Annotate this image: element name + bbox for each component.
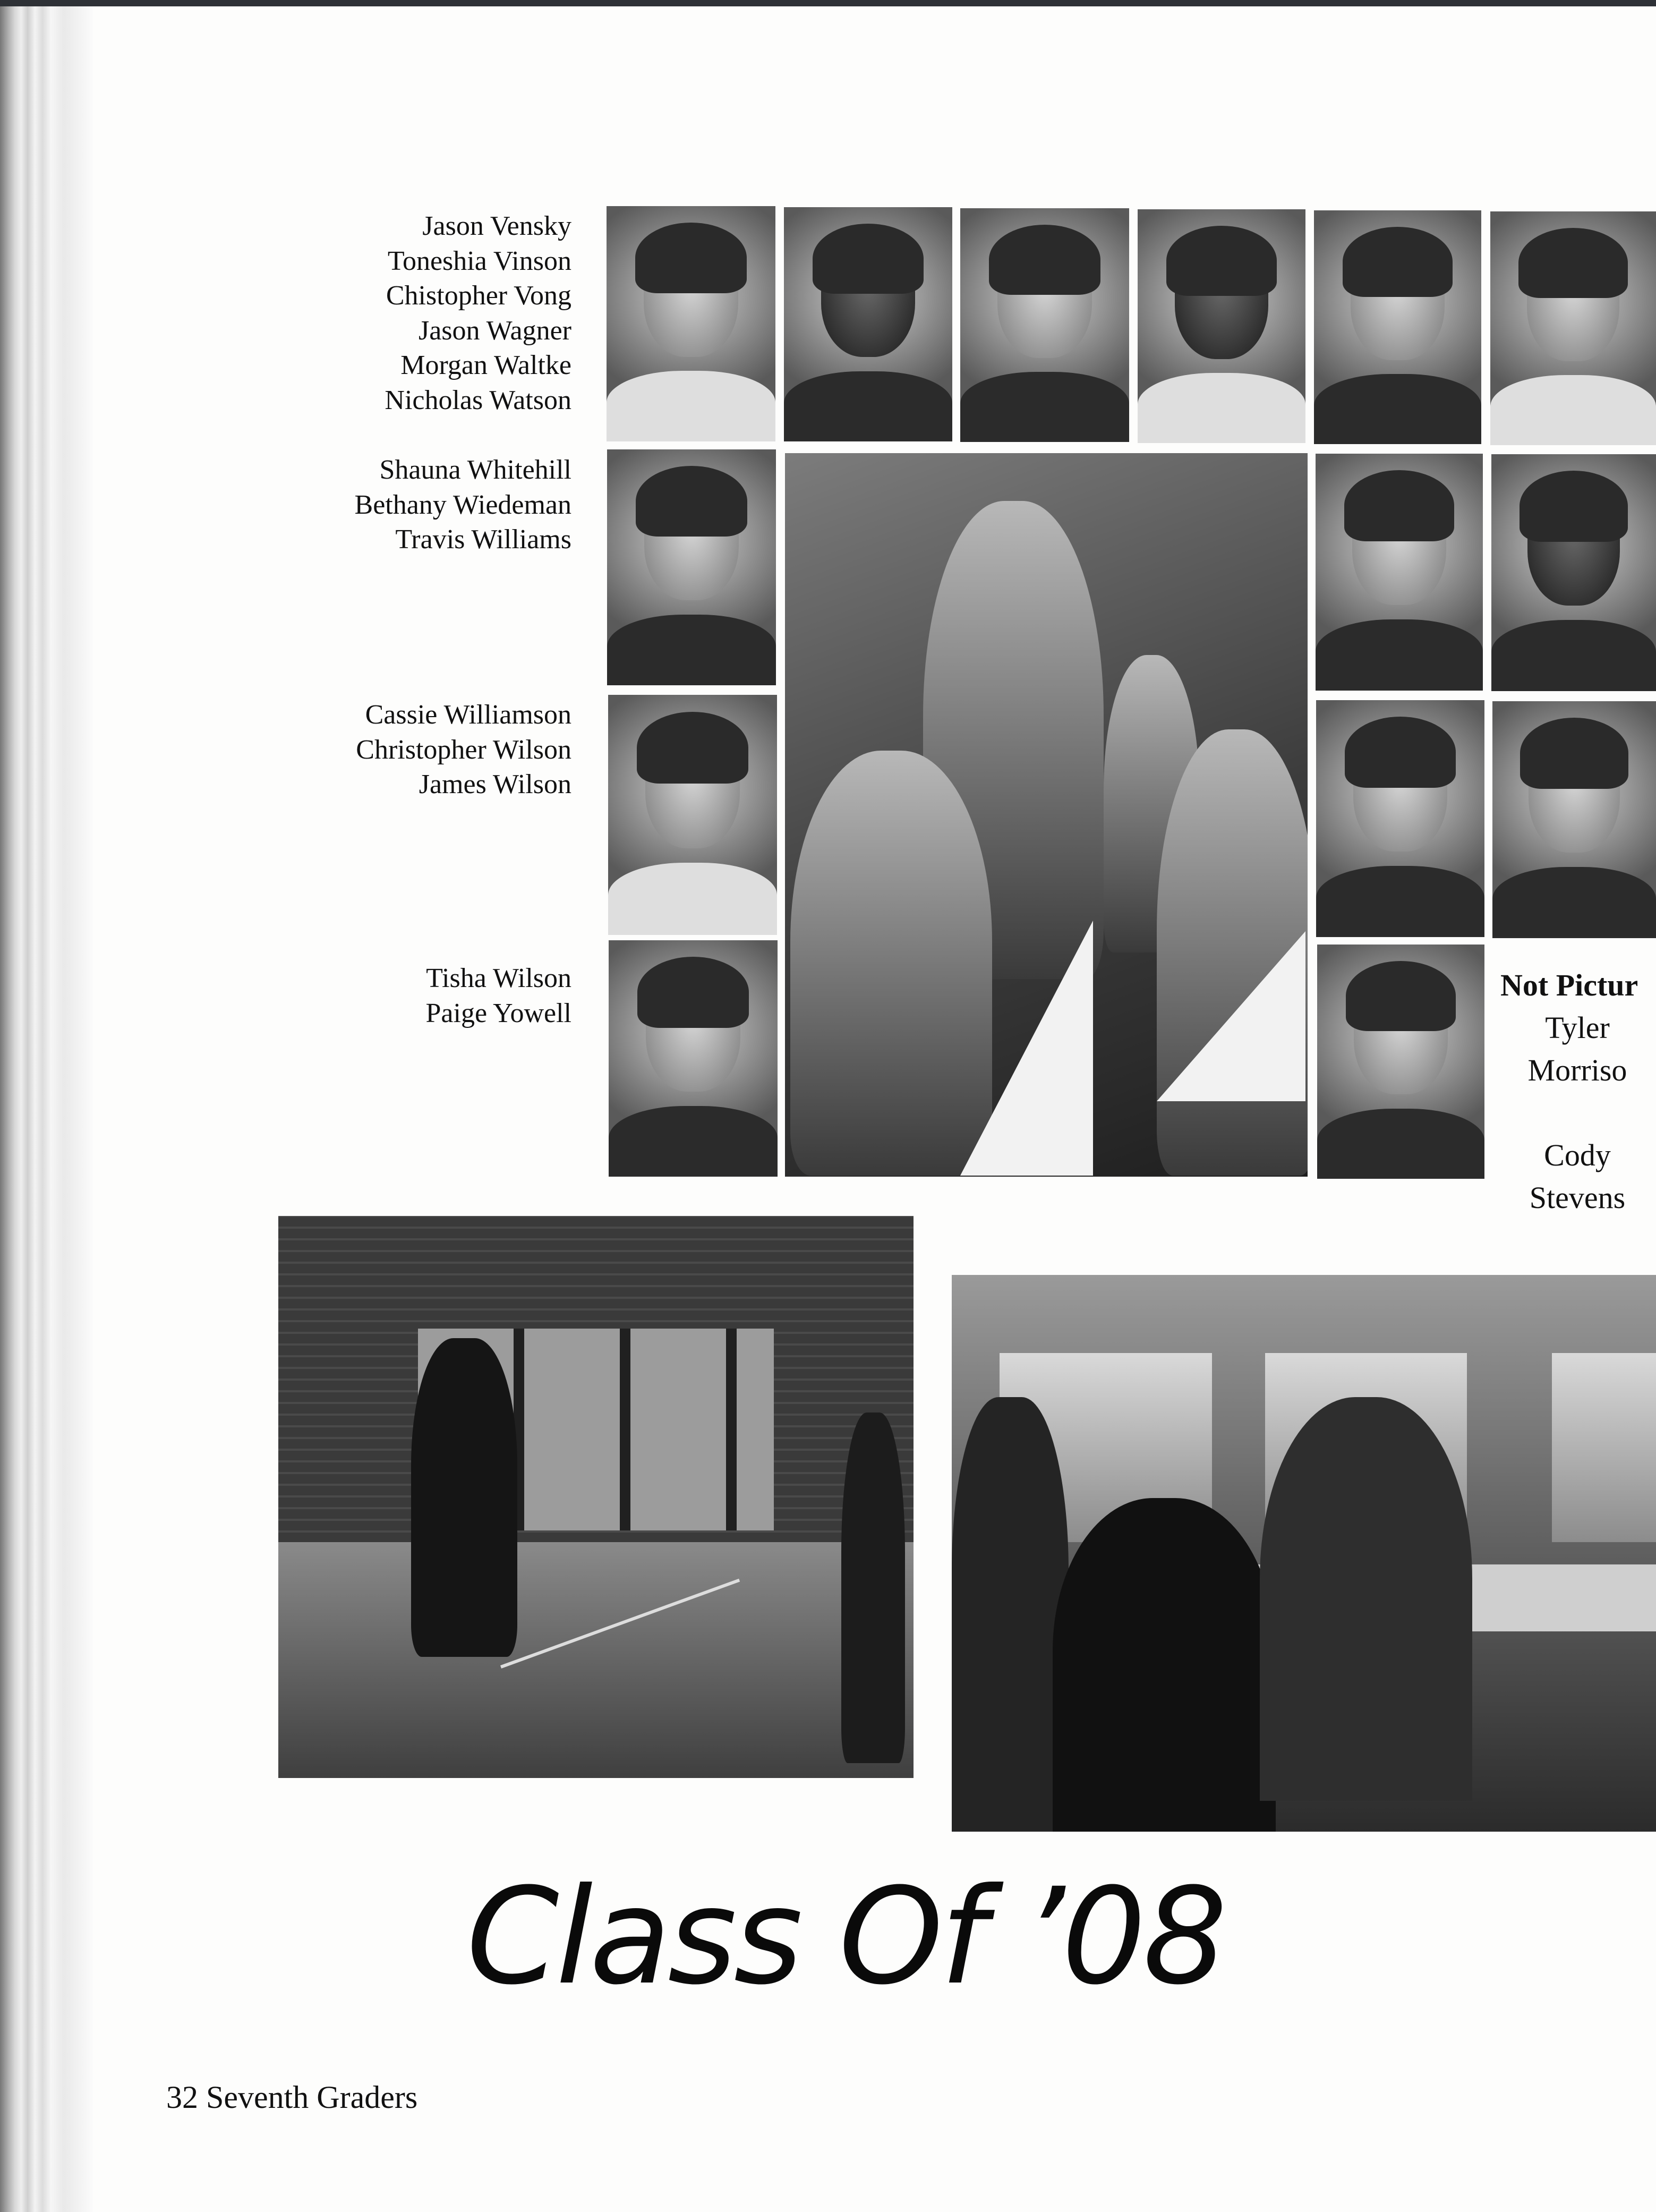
student-name: Shauna Whitehill [379,455,571,485]
name-list-row4 [426,961,571,1031]
page-title: Class Of ’08 [466,1859,1225,2014]
student-name: Toneshia Vinson [387,245,571,276]
student-portrait [1492,701,1656,938]
not-pictured-list [1498,964,1656,1219]
student-portrait [1314,210,1481,444]
name-list-row2 [355,453,571,557]
student-name: Jason Wagner [418,315,571,346]
student-portrait [607,449,776,685]
student-portrait [784,207,952,441]
student-portrait [607,206,775,441]
student-portrait [1490,211,1656,445]
student-name: Paige Yowell [425,998,571,1028]
gym-jump-rope-photo [278,1216,914,1778]
student-portrait [1316,454,1483,691]
student-name: Morgan Waltke [400,350,571,380]
student-portrait [1138,209,1305,443]
binding-edge [0,0,93,2212]
student-portrait [608,695,777,935]
student-name: Chistopher Vong [386,280,571,311]
student-name: Jason Vensky [422,211,571,241]
shop-class-photo [952,1275,1656,1832]
student-name: Cassie Williamson [365,700,571,730]
student-name: Travis Williams [395,524,571,555]
classroom-candid-photo [785,453,1308,1177]
name-list-row3 [356,697,571,802]
student-portrait [1491,454,1656,691]
student-name: Tisha Wilson [426,963,571,993]
student-portrait [609,940,778,1177]
not-pictured-name: Morriso [1527,1053,1627,1087]
student-name: Christopher Wilson [356,734,571,765]
student-portrait [1317,945,1484,1179]
student-name: Bethany Wiedeman [354,489,571,520]
not-pictured-name: Stevens [1529,1180,1626,1215]
not-pictured-heading: Not Pictur [1500,968,1638,1002]
not-pictured-name: Cody [1544,1138,1611,1172]
scan-top-edge [0,0,1656,6]
student-portrait [960,208,1129,442]
student-name: Nicholas Watson [385,385,571,415]
not-pictured-name: Tyler [1545,1010,1610,1045]
page-footer: 32 Seventh Graders [166,2080,418,2115]
student-portrait [1316,700,1484,937]
name-list-row1 [385,209,571,418]
student-name: James Wilson [419,769,571,799]
